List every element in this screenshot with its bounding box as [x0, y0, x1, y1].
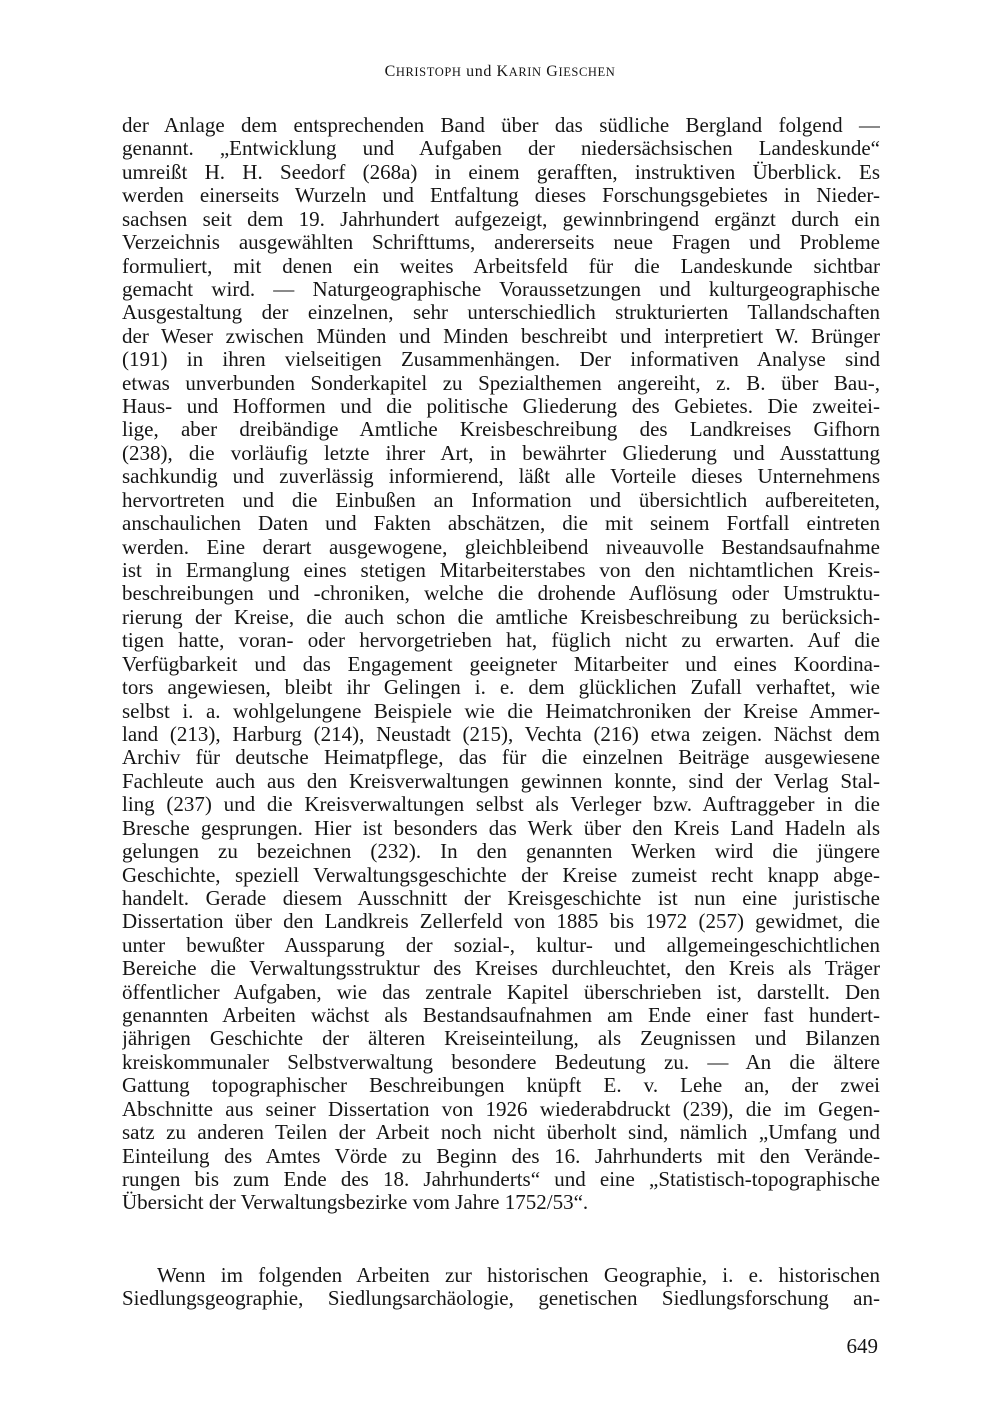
- text-line: werden. Eine derart ausgewogene, gleichbleibend niveauvolle Bestandsaufnahme: [122, 535, 880, 559]
- text-line: handelt. Gerade diesem Ausschnitt der Kreisgeschichte ist nun eine juristische: [122, 886, 880, 910]
- text-line: etwas unverbunden Sonderkapitel zu Spezialthemen angereiht, z. B. über Bau-,: [122, 371, 880, 395]
- running-head-part: ARIN: [508, 65, 542, 79]
- text-line: Gattung topographischer Beschreibungen knüpft E. v. Lehe an, der zwei: [122, 1074, 880, 1098]
- text-line: (191) in ihren vielseitigen Zusammenhängen. Der informativen Analyse sind: [122, 348, 880, 372]
- running-head-part: C: [384, 63, 396, 80]
- text-line: beschreibungen und -chroniken, welche die drohende Auflösung oder Umstruktu-: [122, 582, 880, 606]
- text-line: Bresche gesprungen. Hier ist besonders das Werk über den Kreis Land Hadeln als: [122, 816, 880, 840]
- text-line: öffentlicher Aufgaben, wie das zentrale Kapitel überschrieben ist, darstellt. Den: [122, 980, 880, 1004]
- text-line: gelungen zu bezeichnen (232). In den genannten Werken wird die jüngere: [122, 840, 880, 864]
- running-head: [0, 62, 1000, 82]
- text-line: Übersicht der Verwaltungsbezirke vom Jahre 1752/53“.: [122, 1191, 589, 1215]
- text-line: ist in Ermanglung eines stetigen Mitarbeiterstabes von den nichtamtlichen Kreis-: [122, 559, 880, 583]
- text-line: lige, aber dreibändige Amtliche Kreisbeschreibung des Landkreises Gifhorn: [122, 418, 880, 442]
- text-line: gemacht wird. — Naturgeographische Voraussetzungen und kulturgeographische: [122, 277, 880, 301]
- text-line: der Weser zwischen Münden und Minden beschreibt und interpretiert W. Brünger: [122, 324, 880, 348]
- text-line: Verfügbarkeit und das Engagement geeigneter Mitarbeiter und eines Koordina-: [122, 652, 880, 676]
- text-line: unter bewußter Aussparung der sozial-, kultur- und allgemeingeschichtlichen: [122, 933, 880, 957]
- text-line: jährigen Geschichte der älteren Kreiseinteilung, als Zeugnissen und Bilanzen: [122, 1027, 880, 1051]
- text-line: Geschichte, speziell Verwaltungsgeschichte der Kreise zumeist recht knapp abge-: [122, 863, 880, 887]
- text-line: werden einerseits Wurzeln und Entfaltung dieses Forschungsgebietes in Nieder-: [122, 184, 880, 208]
- text-line: der Anlage dem entsprechenden Band über das südliche Bergland folgend —: [122, 114, 880, 137]
- paragraph-1: [122, 114, 880, 1215]
- text-line: tors angewiesen, bleibt ihr Gelingen i. e. dem glücklichen Zufall verhaftet, wie: [122, 676, 880, 700]
- text-line: genannt. „Entwicklung und Aufgaben der niedersächsischen Landeskunde“: [122, 137, 880, 161]
- text-line: Fachleute auch aus den Kreisverwaltungen gewinnen konnte, sind der Verlag Stal-: [122, 769, 880, 793]
- running-head-part: K: [496, 63, 509, 80]
- text-line: formuliert, mit denen ein weites Arbeitsfeld für die Landeskunde sichtbar: [122, 254, 880, 278]
- running-head-part: IESCHEN: [558, 65, 616, 79]
- paragraph-2: [122, 1264, 880, 1311]
- text-line: sachkundig und zuverlässig informierend, läßt alle Vorteile dieses Unternehmens: [122, 465, 880, 489]
- text-line: umreißt H. H. Seedorf (268a) in einem gerafften, instruktiven Überblick. Es: [122, 160, 880, 184]
- text-line: Abschnitte aus seiner Dissertation von 1926 wiederabdruckt (239), die im Gegen-: [122, 1097, 880, 1121]
- text-line: rungen bis zum Ende des 18. Jahrhunderts“ und eine „Statistisch-topographische: [122, 1167, 880, 1191]
- text-line: genannten Arbeiten wächst als Bestandsaufnahmen am Ende einer fast hundert-: [122, 1004, 880, 1028]
- text-line: selbst i. a. wohlgelungene Beispiele wie die Heimatchroniken der Kreise Ammer-: [122, 699, 880, 723]
- text-line: Ausgestaltung der einzelnen, sehr unterschiedlich strukturierten Tallandschaften: [122, 301, 880, 325]
- text-line: Bereiche die Verwaltungsstruktur des Kreises durchleuchtet, den Kreis als Träger: [122, 957, 880, 981]
- running-head-part: und: [461, 63, 497, 80]
- text-line: Haus- und Hofformen und die politische Gliederung des Gebietes. Die zweitei-: [122, 395, 880, 419]
- page-number: 649: [846, 1334, 878, 1358]
- text-line: rierung der Kreise, die auch schon die amtliche Kreisbeschreibung zu berücksich-: [122, 605, 880, 629]
- text-line: kreiskommunaler Selbstverwaltung besondere Bedeutung zu. — An die ältere: [122, 1050, 880, 1074]
- text-line: Archiv für deutsche Heimatpflege, das für die einzelnen Beiträge ausgewiesene: [122, 746, 880, 770]
- text-line: ling (237) und die Kreisverwaltungen selbst als Verleger bzw. Auftraggeber in die: [122, 793, 880, 817]
- text-line: tigen hatte, voran- oder hervorgetrieben hat, füglich nicht zu erwarten. Auf die: [122, 629, 880, 653]
- text-line: Siedlungsgeographie, Siedlungsarchäologie, genetischen Siedlungsforschung an-: [122, 1287, 880, 1311]
- text-line: anschaulichen Daten und Fakten abschätzen, die mit seinem Fortfall eintreten: [122, 512, 880, 536]
- text-line: land (213), Harburg (214), Neustadt (215), Vechta (216) etwa zeigen. Nächst dem: [122, 722, 880, 746]
- running-head-part: HRISTOPH: [395, 65, 462, 79]
- text-line: sachsen seit dem 19. Jahrhundert aufgezeigt, gewinnbringend ergänzt durch ein: [122, 207, 880, 231]
- running-head-part: G: [546, 63, 559, 80]
- text-line: Dissertation über den Landkreis Zellerfeld von 1885 bis 1972 (257) gewidmet, die: [122, 910, 880, 934]
- text-line: (238), die vorläufig letzte ihrer Art, in bewährter Gliederung und Ausstattung: [122, 441, 880, 465]
- text-line: Verzeichnis ausgewählten Schrifttums, andererseits neue Fragen und Probleme: [122, 231, 880, 255]
- text-line: Wenn im folgenden Arbeiten zur historischen Geographie, i. e. historischen: [157, 1264, 880, 1287]
- text-line: satz zu anderen Teilen der Arbeit noch nicht überholt sind, nämlich „Umfang und: [122, 1121, 880, 1145]
- text-line: Einteilung des Amtes Vörde zu Beginn des 16. Jahrhunderts mit den Verände-: [122, 1144, 880, 1168]
- text-line: hervortreten und die Einbußen an Information und übersichtlich aufbereiteten,: [122, 488, 880, 512]
